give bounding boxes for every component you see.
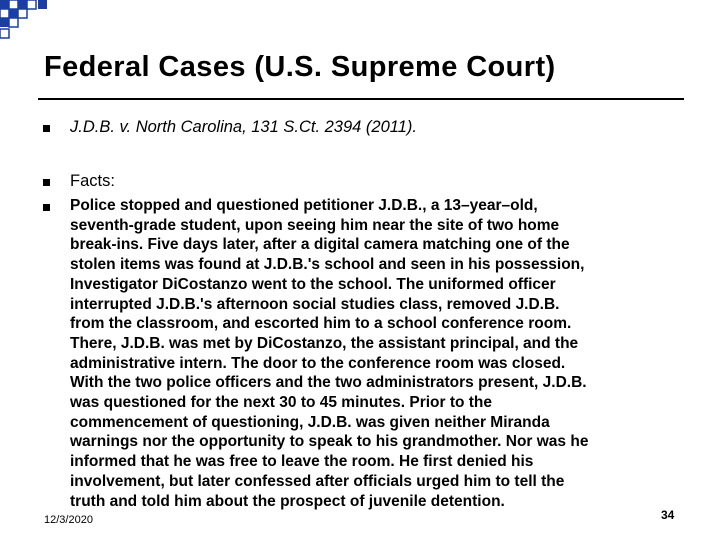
case-citation: J.D.B. v. North Carolina, 131 S.Ct. 2394 (2011). — [70, 118, 417, 136]
facts-paragraph: Police stopped and questioned petitioner J.D.B., a 13–year–old, seventh-grade student, upon seeing him near the site of two home break-ins. Five days later, after a digital camera matching one of the stolen items was found at J.D.B.'s school and seen in his possession, Investigator DiCostanzo went to the school. The uniformed officer interrupted J.D.B.'s afternoon social studies class, removed J.D.B. from the classroom, and escorted him to a school conference room. There, J.D.B. was met by DiCostanzo, the assistant principal, and the administrative intern. The door to the conference room was closed. With the two police officers and the two administrators present, J.D.B. was questioned for the next 30 to 45 minutes. Prior to the commencement of questioning, J.D.B. was given neither Miranda warnings nor the opportunity to speak to his grandmother. Nor was he informed that he was free to leave the room. He first denied his involvement, but later confessed after officials urged him to tell the truth and told him about the prospect of juvenile detention. — [70, 197, 589, 510]
page-number: 34 — [661, 508, 675, 522]
bullet-square-icon — [43, 179, 50, 186]
slide-date: 12/3/2020 — [44, 514, 93, 526]
corner-checker-decoration — [0, 0, 60, 40]
bullet-square-icon — [43, 125, 50, 132]
bullet-square-icon — [43, 204, 50, 211]
slide-title: Federal Cases (U.S. Supreme Court) — [44, 51, 556, 83]
facts-heading: Facts: — [70, 172, 115, 190]
title-underline — [38, 98, 684, 100]
